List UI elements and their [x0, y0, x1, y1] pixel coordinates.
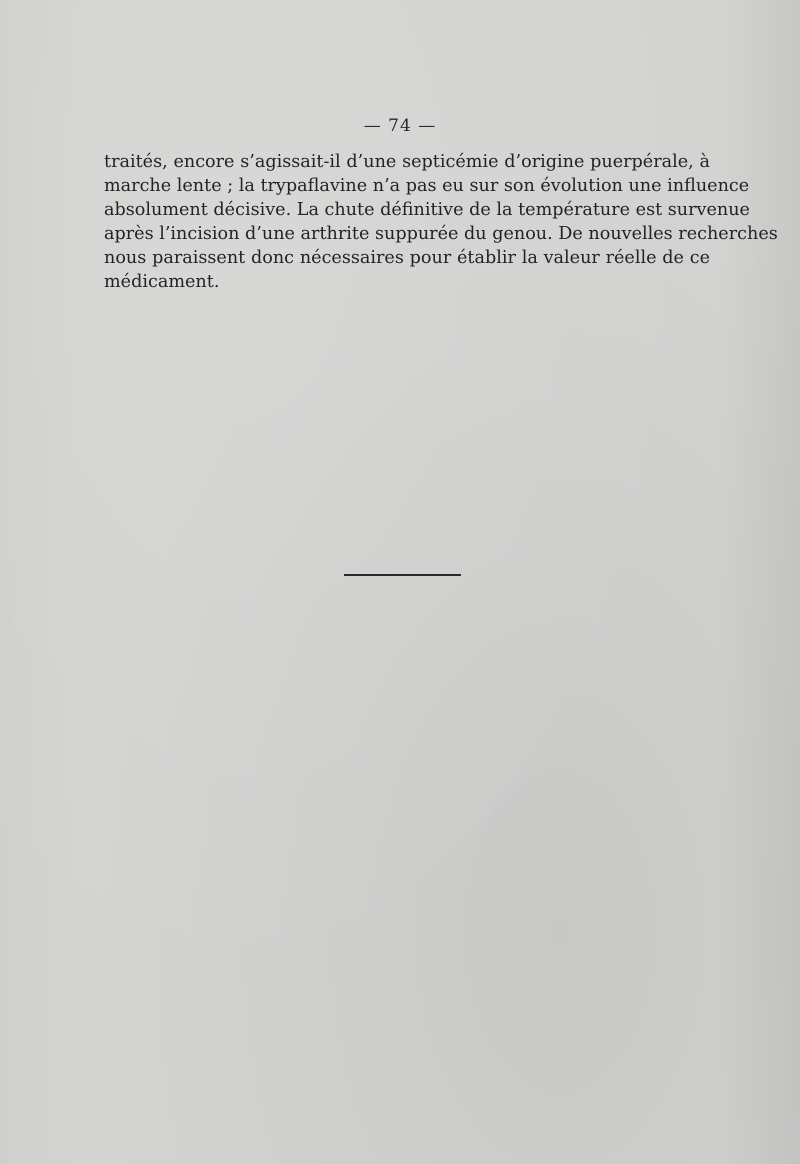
- text-line-5: nous paraissent donc nécessaires pour établir la valeur réelle de ce: [104, 248, 710, 268]
- body-paragraph: [104, 150, 778, 294]
- text-line-3: absolument décisive. La chute définitive de la température est survenue: [104, 200, 750, 220]
- text-line-4: après l’incision d’une arthrite suppurée du genou. De nouvelles recherches: [104, 224, 778, 244]
- section-end-rule: [344, 574, 461, 576]
- text-line-6: médicament.: [104, 272, 220, 292]
- text-line-2: marche lente ; la trypaflavine n’a pas eu sur son évolution une influence: [104, 176, 750, 196]
- page-number: — 74 —: [363, 116, 437, 136]
- text-line-1: traités, encore s’agissait-il d’une septicémie d’origine puerpérale, à: [104, 152, 710, 172]
